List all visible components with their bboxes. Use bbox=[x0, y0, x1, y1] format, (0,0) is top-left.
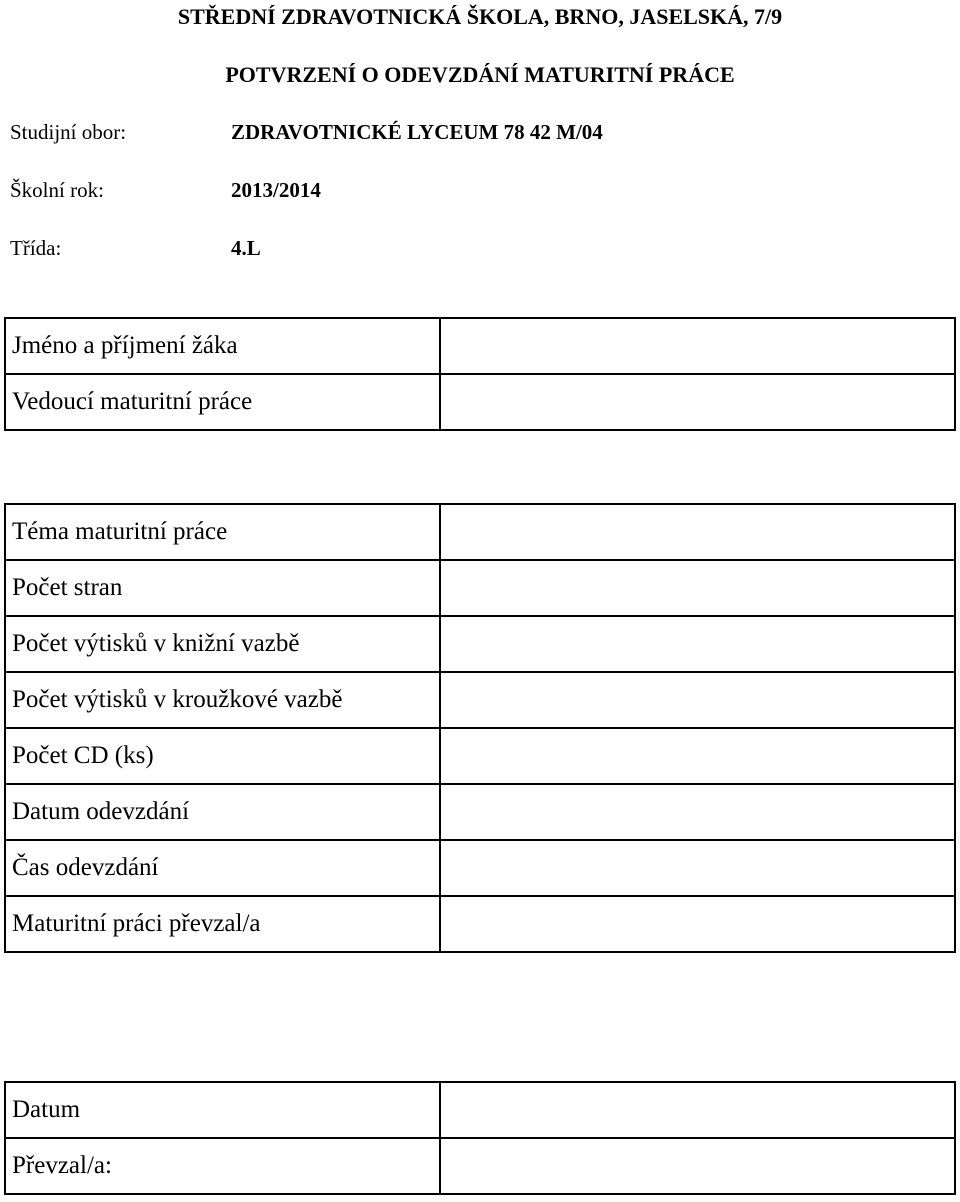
thesis-topic-field[interactable] bbox=[440, 504, 955, 560]
cd-count-label: Počet CD (ks) bbox=[5, 728, 440, 784]
study-field-value: ZDRAVOTNICKÉ LYCEUM 78 42 M/04 bbox=[231, 120, 603, 144]
cd-count-field[interactable] bbox=[440, 728, 955, 784]
student-table bbox=[4, 317, 956, 431]
submission-date-field[interactable] bbox=[440, 784, 955, 840]
study-field-label: Studijní obor: bbox=[10, 120, 127, 144]
supervisor-field[interactable] bbox=[440, 374, 955, 430]
receipt-table bbox=[4, 1081, 956, 1195]
table-row bbox=[5, 1082, 955, 1138]
table-row bbox=[5, 374, 955, 430]
received-by-label: Maturitní práci převzal/a bbox=[5, 896, 440, 952]
class-label: Třída: bbox=[10, 236, 62, 260]
table-row bbox=[5, 318, 955, 374]
table-row bbox=[5, 672, 955, 728]
submission-time-label: Čas odevzdání bbox=[5, 840, 440, 896]
class-value: 4.L bbox=[231, 236, 261, 260]
receiver-field[interactable] bbox=[440, 1138, 955, 1194]
received-by-field[interactable] bbox=[440, 896, 955, 952]
receipt-date-field[interactable] bbox=[440, 1082, 955, 1138]
table-row bbox=[5, 616, 955, 672]
table-row bbox=[5, 1138, 955, 1194]
table-row bbox=[5, 560, 955, 616]
table-row bbox=[5, 728, 955, 784]
receiver-label: Převzal/a: bbox=[5, 1138, 440, 1194]
student-name-field[interactable] bbox=[440, 318, 955, 374]
table-row bbox=[5, 504, 955, 560]
page-count-field[interactable] bbox=[440, 560, 955, 616]
submission-time-field[interactable] bbox=[440, 840, 955, 896]
hardbound-copies-field[interactable] bbox=[440, 616, 955, 672]
school-year-label: Školní rok: bbox=[10, 178, 104, 202]
receipt-date-label: Datum bbox=[5, 1082, 440, 1138]
document-title: POTVRZENÍ O ODEVZDÁNÍ MATURITNÍ PRÁCE bbox=[225, 62, 735, 87]
ring-bound-copies-field[interactable] bbox=[440, 672, 955, 728]
hardbound-copies-label: Počet výtisků v knižní vazbě bbox=[5, 616, 440, 672]
thesis-topic-label: Téma maturitní práce bbox=[5, 504, 440, 560]
table-row bbox=[5, 896, 955, 952]
submission-date-label: Datum odevzdání bbox=[5, 784, 440, 840]
school-name: STŘEDNÍ ZDRAVOTNICKÁ ŠKOLA, BRNO, JASELSKÁ, 7/9 bbox=[177, 4, 783, 29]
student-name-label: Jméno a příjmení žáka bbox=[5, 318, 440, 374]
thesis-table bbox=[4, 503, 956, 953]
table-row bbox=[5, 784, 955, 840]
page-count-label: Počet stran bbox=[5, 560, 440, 616]
table-row bbox=[5, 840, 955, 896]
ring-bound-copies-label: Počet výtisků v kroužkové vazbě bbox=[5, 672, 440, 728]
school-year-value: 2013/2014 bbox=[231, 178, 321, 202]
supervisor-label: Vedoucí maturitní práce bbox=[5, 374, 440, 430]
